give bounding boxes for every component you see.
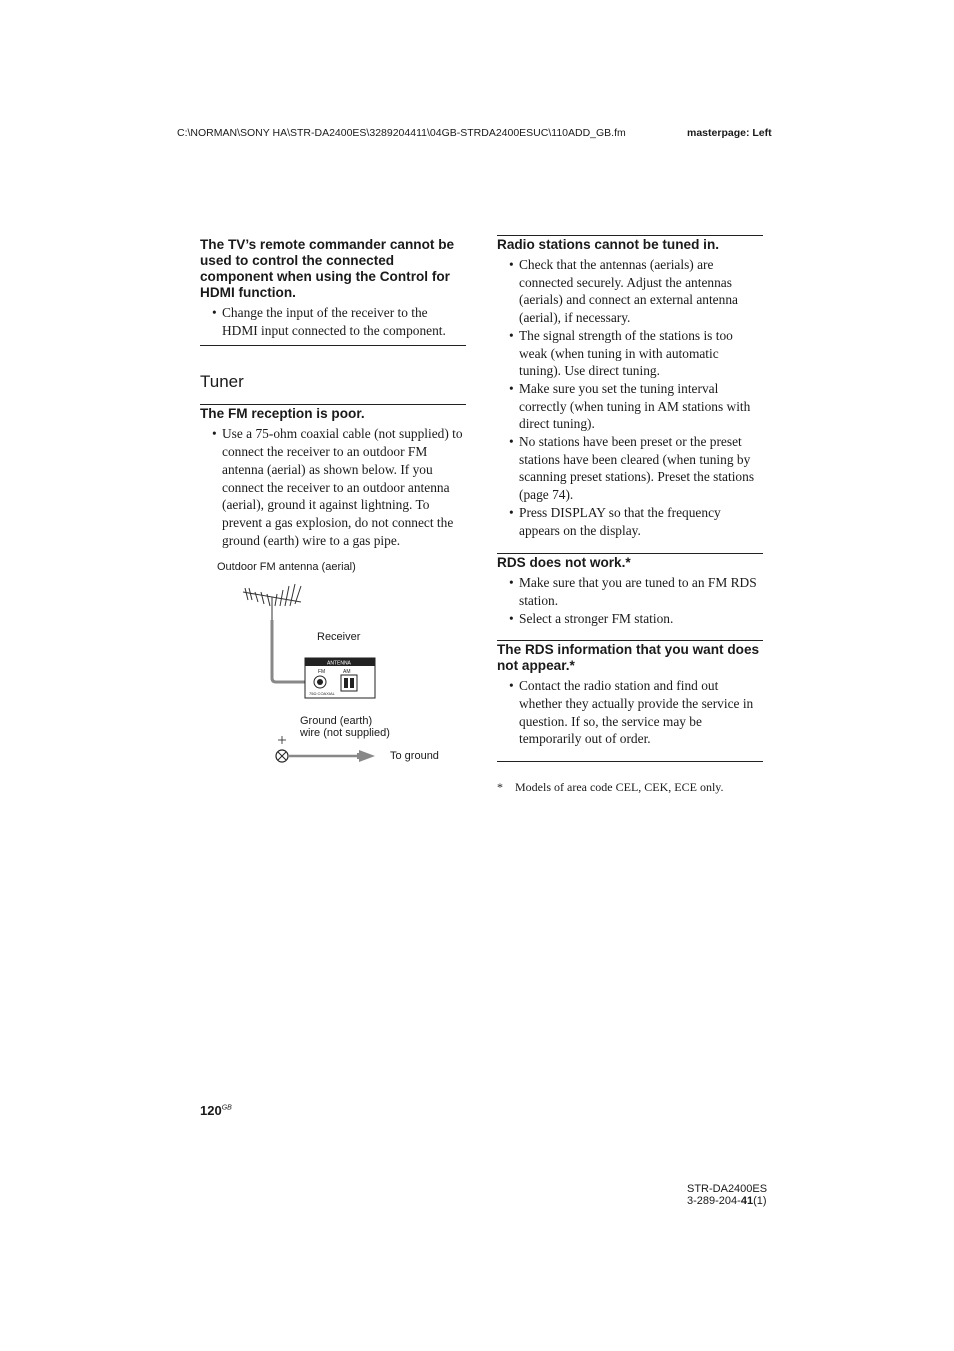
fm-bullet-list <box>200 425 466 549</box>
rds-info-bullet-list <box>497 677 763 748</box>
outdoor-antenna-label: Outdoor FM antenna (aerial) <box>217 561 356 573</box>
page-number <box>200 1103 232 1118</box>
hdmi-question-heading: The TV’s remote commander cannot be used to control the connected component when using the Control for HDMI function. <box>200 237 455 300</box>
rds-info-bullet: • Contact the radio station and find out whether they actually provide the service in question. If so, the service may be temporarily out of order. <box>509 677 763 748</box>
ground-wire-label-2: wire (not supplied) <box>300 727 390 739</box>
rds-bullet: • Select a stronger FM station. <box>509 610 763 628</box>
antenna-diagram-drawing <box>235 580 385 770</box>
page-number-value: 120 <box>200 1103 222 1118</box>
radio-bullet: • Press DISPLAY so that the frequency appears on the display. <box>509 504 763 539</box>
model-code-prefix: 3-289-204- <box>687 1195 741 1207</box>
fm-question-heading: The FM reception is poor. <box>200 406 365 422</box>
radio-bullet: • Make sure you set the tuning interval correctly (when tuning in AM stations with direct tuning). <box>509 380 763 433</box>
coaxial-label: 75Ω COAXIAL <box>309 691 335 696</box>
radio-bullet: • No stations have been preset or the preset stations have been cleared (when tuning by scanning preset stations). Preset the stations (page 74). <box>509 433 763 504</box>
header-masterpage: masterpage: Left <box>687 127 772 139</box>
hdmi-bullet-list <box>200 304 466 339</box>
receiver-label: Receiver <box>317 631 361 643</box>
right-column <box>497 235 763 762</box>
radio-bullet-list <box>497 256 763 539</box>
fm-jack-label: FM <box>318 669 326 675</box>
divider <box>200 345 466 346</box>
model-name: STR-DA2400ES <box>687 1183 768 1195</box>
section-title-tuner: Tuner <box>200 372 244 392</box>
rds-bullet: • Make sure that you are tuned to an FM RDS station. <box>509 574 763 609</box>
footnote <box>497 780 724 795</box>
rds-info-question-heading: The RDS information that you want does not appear.* <box>497 642 760 674</box>
rds-question-heading: RDS does not work.* <box>497 555 631 571</box>
am-terminal-icon <box>341 675 357 691</box>
radio-bullet: • Check that the antennas (aerials) are connected securely. Adjust the antennas (aerials) and connect an external antenna (aerial), if necessary. <box>509 256 763 327</box>
ground-wire-label-1: Ground (earth) <box>300 715 373 727</box>
panel-label: ANTENNA <box>327 660 351 667</box>
model-code-suffix: (1) <box>753 1195 767 1207</box>
antenna-icon <box>243 584 301 620</box>
model-code-bold: 41 <box>740 1195 754 1207</box>
model-code <box>687 1195 767 1207</box>
divider <box>497 761 763 762</box>
model-info <box>687 1183 767 1207</box>
radio-bullet: • The signal strength of the stations is too weak (when tuning in with automatic tuning). Use direct tuning. <box>509 327 763 380</box>
fm-bullet: • Use a 75-ohm coaxial cable (not supplied) to connect the receiver to an outdoor FM antenna (aerial) as shown below. If you connect the receiver to an outdoor antenna (aerial), ground it against lightning. To prevent a gas explosion, do not connect the ground (earth) wire to a gas pipe. <box>212 425 466 549</box>
hdmi-bullet: • Change the input of the receiver to the HDMI input connected to the component. <box>212 304 466 339</box>
am-terminal-label: AM <box>343 669 351 675</box>
footnote-mark: * <box>497 780 503 794</box>
header-file-path: C:\NORMAN\SONY HA\STR-DA2400ES\3289204411\04GB-STRDA2400ESUC\110ADD_GB.fm <box>177 127 626 139</box>
to-ground-label: To ground <box>390 750 439 762</box>
rds-bullet-list <box>497 574 763 627</box>
ground-terminal-icon <box>276 736 288 762</box>
antenna-panel <box>305 658 375 698</box>
page-number-suffix: GB <box>221 1104 232 1112</box>
left-column <box>200 236 466 549</box>
footnote-text: Models of area code CEL, CEK, ECE only. <box>515 780 724 794</box>
arrow-right-icon <box>359 750 375 762</box>
radio-question-heading: Radio stations cannot be tuned in. <box>497 237 720 252</box>
